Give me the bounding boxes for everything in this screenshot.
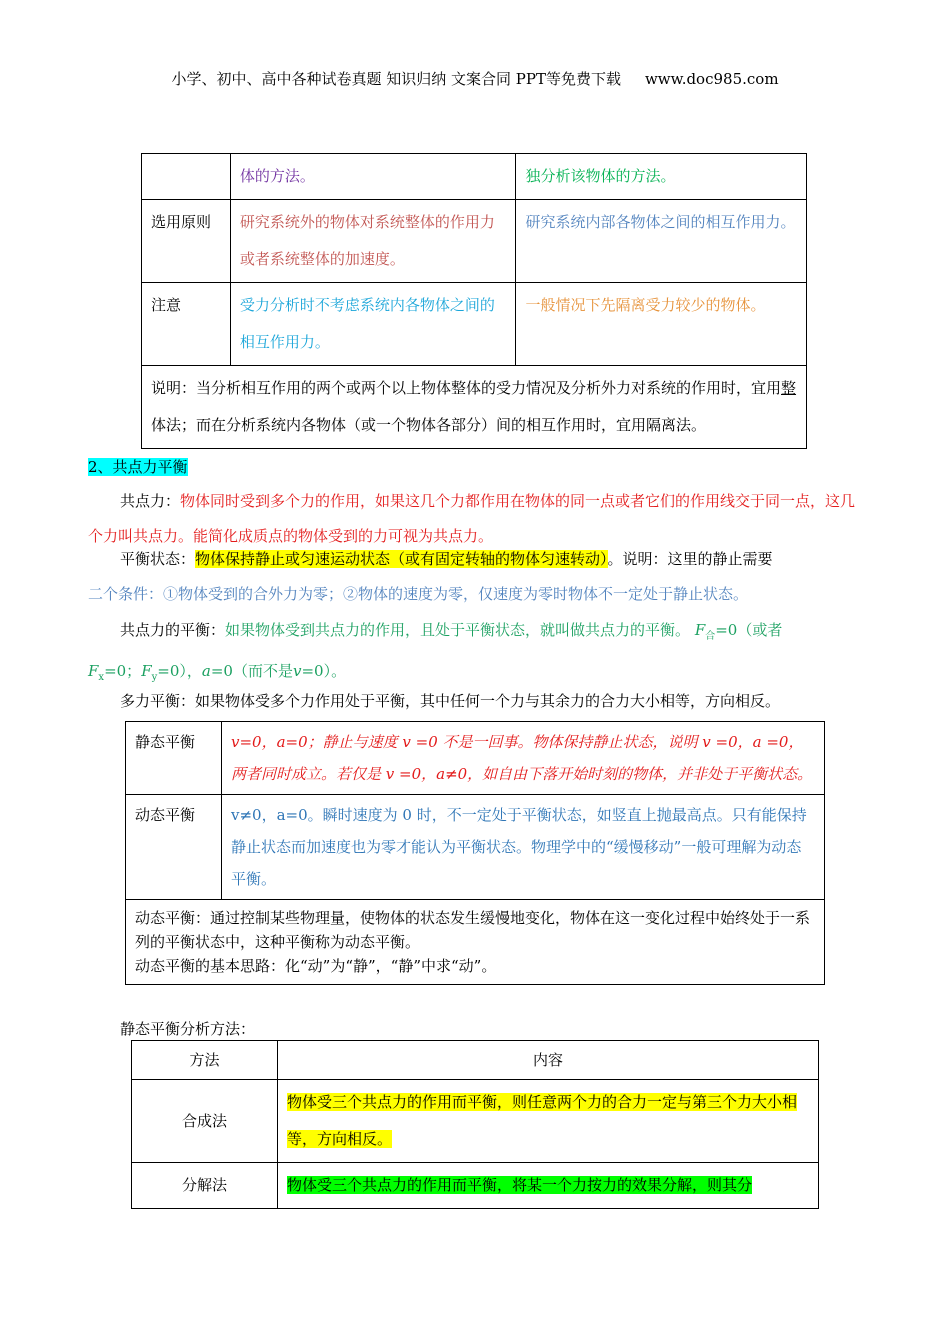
paragraph-multi-force: 多力平衡：如果物体受多个力作用处于平衡，其中任何一个力与其余力的合力大小相等，方向相反。: [120, 692, 781, 710]
paragraph-equilibrium-state: 平衡状态：物体保持静止或匀速运动状态（或有固定转轴的物体匀速转动）。说明：这里的静止需要 二个条件：①物体受到的合外力为零；②物体的速度为零，仅速度为零时物体不一定处于静止状态。: [88, 550, 773, 603]
table-cell: 体的方法。: [230, 154, 516, 200]
table-cell: 研究系统外的物体对系统整体的作用力或者系统整体的加速度。: [230, 200, 516, 283]
table-cell: v=0，a=0；静止与速度 v =0 不是一回事。物体保持静止状态，说明 v =0，a =0，两者同时成立。若仅是 v =0，a≠0，如自由下落开始时刻的物体，并非处于平衡状态。: [222, 722, 825, 795]
table-cell: 分解法: [132, 1163, 278, 1209]
table-note: 说明：当分析相互作用的两个或两个以上物体整体的受力情况及分析外力对系统的作用时，宜用整体法；而在分析系统内各物体（或一个物体各部分）间的相互作用时，宜用隔离法。: [142, 366, 807, 449]
method-comparison-table: [141, 153, 807, 449]
table-header: 内容: [278, 1041, 819, 1080]
table-cell: 一般情况下先隔离受力较少的物体。: [516, 283, 807, 366]
table-cell: 注意: [142, 283, 231, 366]
section-title: 2、共点力平衡: [88, 458, 188, 476]
table-header: 方法: [132, 1041, 278, 1080]
table-row: [142, 154, 807, 200]
table-cell: 独分析该物体的方法。: [516, 154, 807, 200]
table-cell: 选用原则: [142, 200, 231, 283]
header-url[interactable]: www.doc985.com: [644, 70, 779, 88]
paragraph-static-methods: 静态平衡分析方法：: [120, 1020, 256, 1038]
table-row: [126, 722, 825, 795]
table-row: [126, 900, 825, 985]
table-cell: 静态平衡: [126, 722, 222, 795]
table-cell: 合成法: [132, 1080, 278, 1163]
table-row: [142, 200, 807, 283]
table-row: [142, 283, 807, 366]
table-row: [126, 795, 825, 900]
page-header: [0, 68, 950, 89]
table-cell: 物体受三个共点力的作用而平衡，则任意两个力的合力一定与第三个力大小相等，方向相反。: [278, 1080, 819, 1163]
equilibrium-types-table: [125, 721, 825, 985]
table-row: [132, 1080, 819, 1163]
table-row: [142, 366, 807, 449]
analysis-methods-table: [131, 1040, 819, 1209]
table-cell: 动态平衡: [126, 795, 222, 900]
table-row: [132, 1163, 819, 1209]
table-cell: 物体受三个共点力的作用而平衡，将某一个力按力的效果分解，则其分: [278, 1163, 819, 1209]
table-cell: 受力分析时不考虑系统内各物体之间的相互作用力。: [230, 283, 516, 366]
paragraph-concurrent-force: 共点力：物体同时受到多个力的作用，如果这几个力都作用在物体的同一点或者它们的作用线交于同一点，这几个力叫共点力。能简化成质点的物体受到的力可视为共点力。: [88, 492, 856, 545]
table-row: [132, 1041, 819, 1080]
table-cell: v≠0，a=0。瞬时速度为 0 时，不一定处于平衡状态，如竖直上抛最高点。只有能保持静止状态而加速度也为零才能认为平衡状态。物理学中的“缓慢移动”一般可理解为动态平衡。: [222, 795, 825, 900]
header-text: 小学、初中、高中各种试卷真题 知识归纳 文案合同 PPT等免费下载: [171, 70, 621, 88]
table-cell: 研究系统内部各物体之间的相互作用力。: [516, 200, 807, 283]
paragraph-concurrent-equilibrium: 共点力的平衡：如果物体受到共点力的作用，且处于平衡状态，就叫做共点力的平衡。 $F_合=0$（或者 $F_x=0$；$F_y=0$），a=0（而不是v=0）。: [88, 621, 783, 683]
table-note: 动态平衡：通过控制某些物理量，使物体的状态发生缓慢地变化，物体在这一变化过程中始终处于一系列的平衡状态中，这种平衡称为动态平衡。 动态平衡的基本思路：化“动”为“静”，“静”中求“动”。: [126, 900, 825, 985]
